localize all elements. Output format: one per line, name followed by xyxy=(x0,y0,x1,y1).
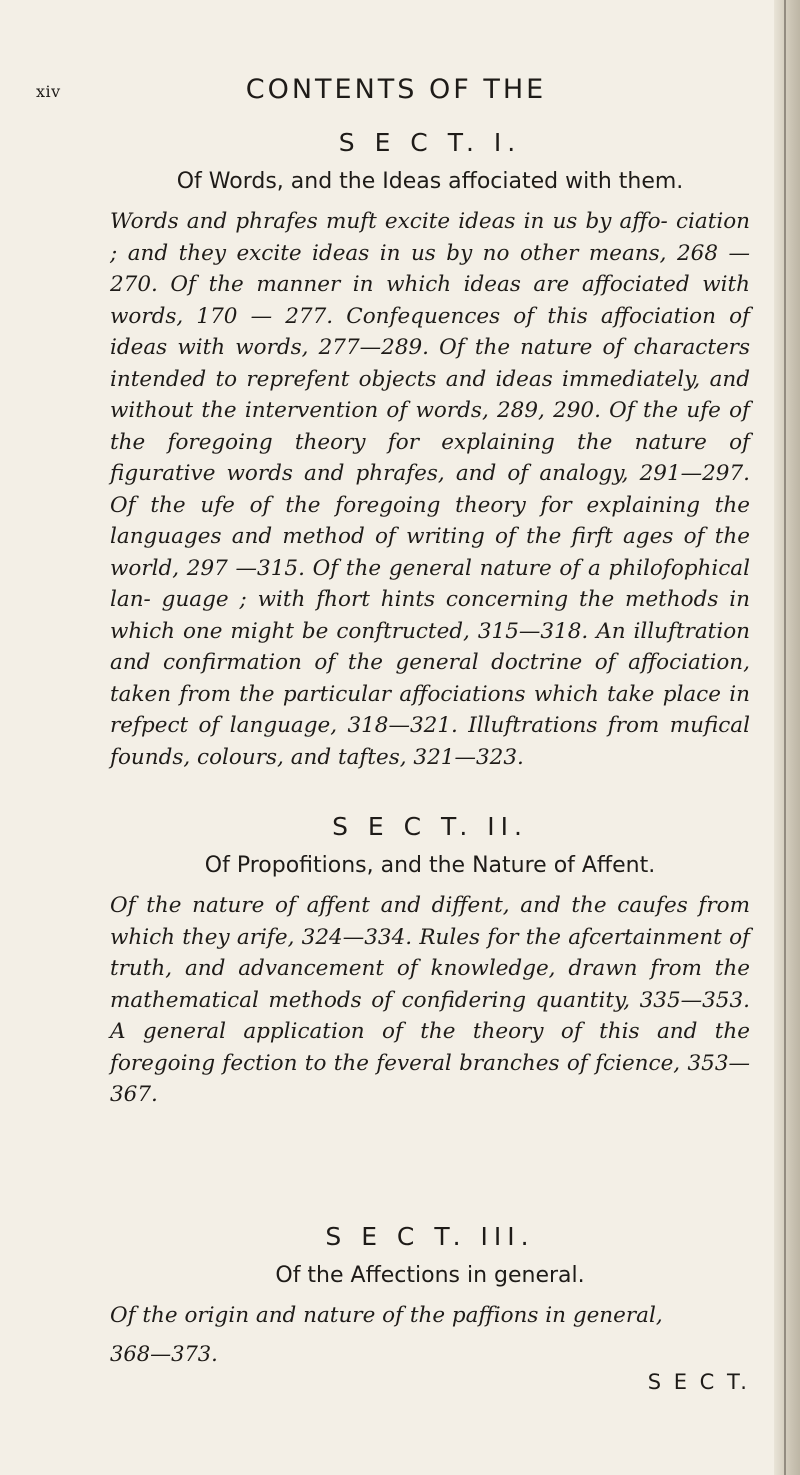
running-title: CONTENTS OF THE xyxy=(245,74,547,105)
footer-last-line: 368—373. xyxy=(110,1342,218,1366)
section-subtitle: Of the Affections in general. xyxy=(275,1263,585,1288)
section-body: Of the nature of affent and diffent, and the caufes from which they arife, 324—334. Rules for the afcertainment of truth, and advancement of knowledge, drawn from the mathematical methods of confidering quantity, 335—353. A general application of the theory of this and the foregoing fection to the feveral branches of fcience, 353—367. xyxy=(110,893,750,1107)
page-number: xiv xyxy=(36,82,61,101)
section-heading: S E C T. I. xyxy=(338,128,522,157)
section-subtitle: Of Propofitions, and the Nature of Affent. xyxy=(204,853,656,878)
section-heading: S E C T. III. xyxy=(325,1222,535,1251)
section-subtitle: Of Words, and the Ideas affociated with them. xyxy=(176,169,684,194)
section-heading: S E C T. II. xyxy=(332,812,528,841)
section-3 xyxy=(110,1222,750,1332)
page-footer xyxy=(110,1340,750,1394)
page-edge-shadow xyxy=(774,0,800,1475)
section-body: Words and phrafes muft excite ideas in us by affo- ciation ; and they excite ideas in us by no other means, 268 — 270. Of the manner in which ideas are affociated with words, 170 — 277. Confequences of this affociation of ideas with words, 277—289. Of the nature of characters intended to reprefent objects and ideas immediately, and without the intervention of words, 289, 290. Of the ufe of the foregoing theory for explaining the nature of figurative words and phrafes, and of analogy, 291—297. Of the ufe of the foregoing theory for explaining the languages and method of writing of the firft ages of the world, 297 —315. Of the general nature of a philofophical lan- guage ; with fhort hints concerning the methods in which one might be conftructed, 315—318. An illuftration and confirmation of the general doctrine of affociation, taken from the particular affociations which take place in refpect of language, 318—321. Illuftrations from mufical founds, colours, and taftes, 321—323. xyxy=(110,209,750,770)
catchword: S E C T. xyxy=(647,1370,750,1394)
section-2 xyxy=(110,812,750,1111)
page-header xyxy=(36,74,756,114)
page-edge-line xyxy=(784,0,786,1475)
section-body: Of the origin and nature of the paffions in general, xyxy=(110,1303,663,1328)
section-1 xyxy=(110,128,750,773)
